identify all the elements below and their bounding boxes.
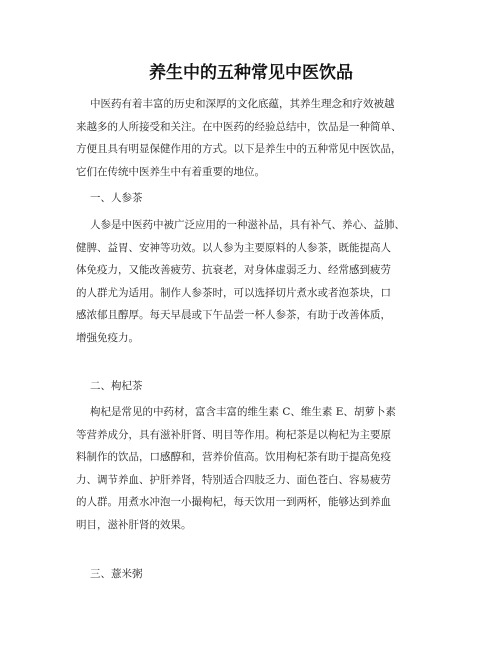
section-heading-goji-tea: 二、枸杞茶: [90, 380, 143, 392]
paragraph-line: 它们在传统中医养生中有着重要的地位。: [76, 165, 265, 178]
paragraph-line: 健脾、益胃、安神等功效。以人参为主要原料的人参茶，既能提高人: [76, 241, 391, 254]
paragraph-line: 增强免疫力。: [76, 331, 139, 344]
section-paragraph-ginseng-tea: [76, 214, 436, 350]
section-heading-ginseng-tea: 一、人参茶: [90, 192, 143, 204]
paragraph-line: 等营养成分，具有滋补肝肾、明目等作用。枸杞茶是以枸杞为主要原: [76, 428, 391, 441]
paragraph-line: 料制作的饮品，口感醇和，营养价值高。饮用枸杞茶有助于提高免疫: [76, 451, 391, 464]
intro-paragraph: [76, 93, 436, 183]
document-title: 养生中的五种常见中医饮品: [149, 63, 353, 83]
section-paragraph-goji-tea: [76, 401, 436, 537]
paragraph-line: 的人群。用煮水冲泡一小撮枸杞，每天饮用一到两杯，能够达到养血: [76, 496, 391, 509]
paragraph-line: 人参是中医药中被广泛应用的一种滋补品，具有补气、养心、益肺、: [90, 219, 405, 231]
section-heading-coix-porridge: 三、薏米粥: [90, 568, 143, 580]
paragraph-line: 感浓郁且醇厚。每天早晨或下午品尝一杯人参茶，有助于改善体质，: [76, 309, 391, 322]
paragraph-line: 的人群尤为适用。制作人参茶时，可以选择切片煮水或者泡茶块，口: [76, 286, 391, 299]
paragraph-line: 方便且具有明显保健作用的方式。以下是养生中的五种常见中医饮品，: [76, 143, 402, 156]
paragraph-line: 明目，滋补肝肾的效果。: [76, 518, 192, 531]
paragraph-line: 枸杞是常见的中药材，富含丰富的维生素 C、维生素 E、胡萝卜素: [90, 406, 396, 418]
paragraph-line: 中医药有着丰富的历史和深厚的文化底蕴，其养生理念和疗效被越: [90, 98, 395, 110]
paragraph-line: 来越多的人所接受和关注。在中医药的经验总结中，饮品是一种简单、: [76, 120, 402, 133]
paragraph-line: 力、调节养血、护肝养肾，特别适合四肢乏力、面色苍白、容易疲劳: [76, 473, 391, 486]
paragraph-line: 体免疫力，又能改善疲劳、抗衰老，对身体虚弱乏力、经常感到疲劳: [76, 264, 391, 277]
